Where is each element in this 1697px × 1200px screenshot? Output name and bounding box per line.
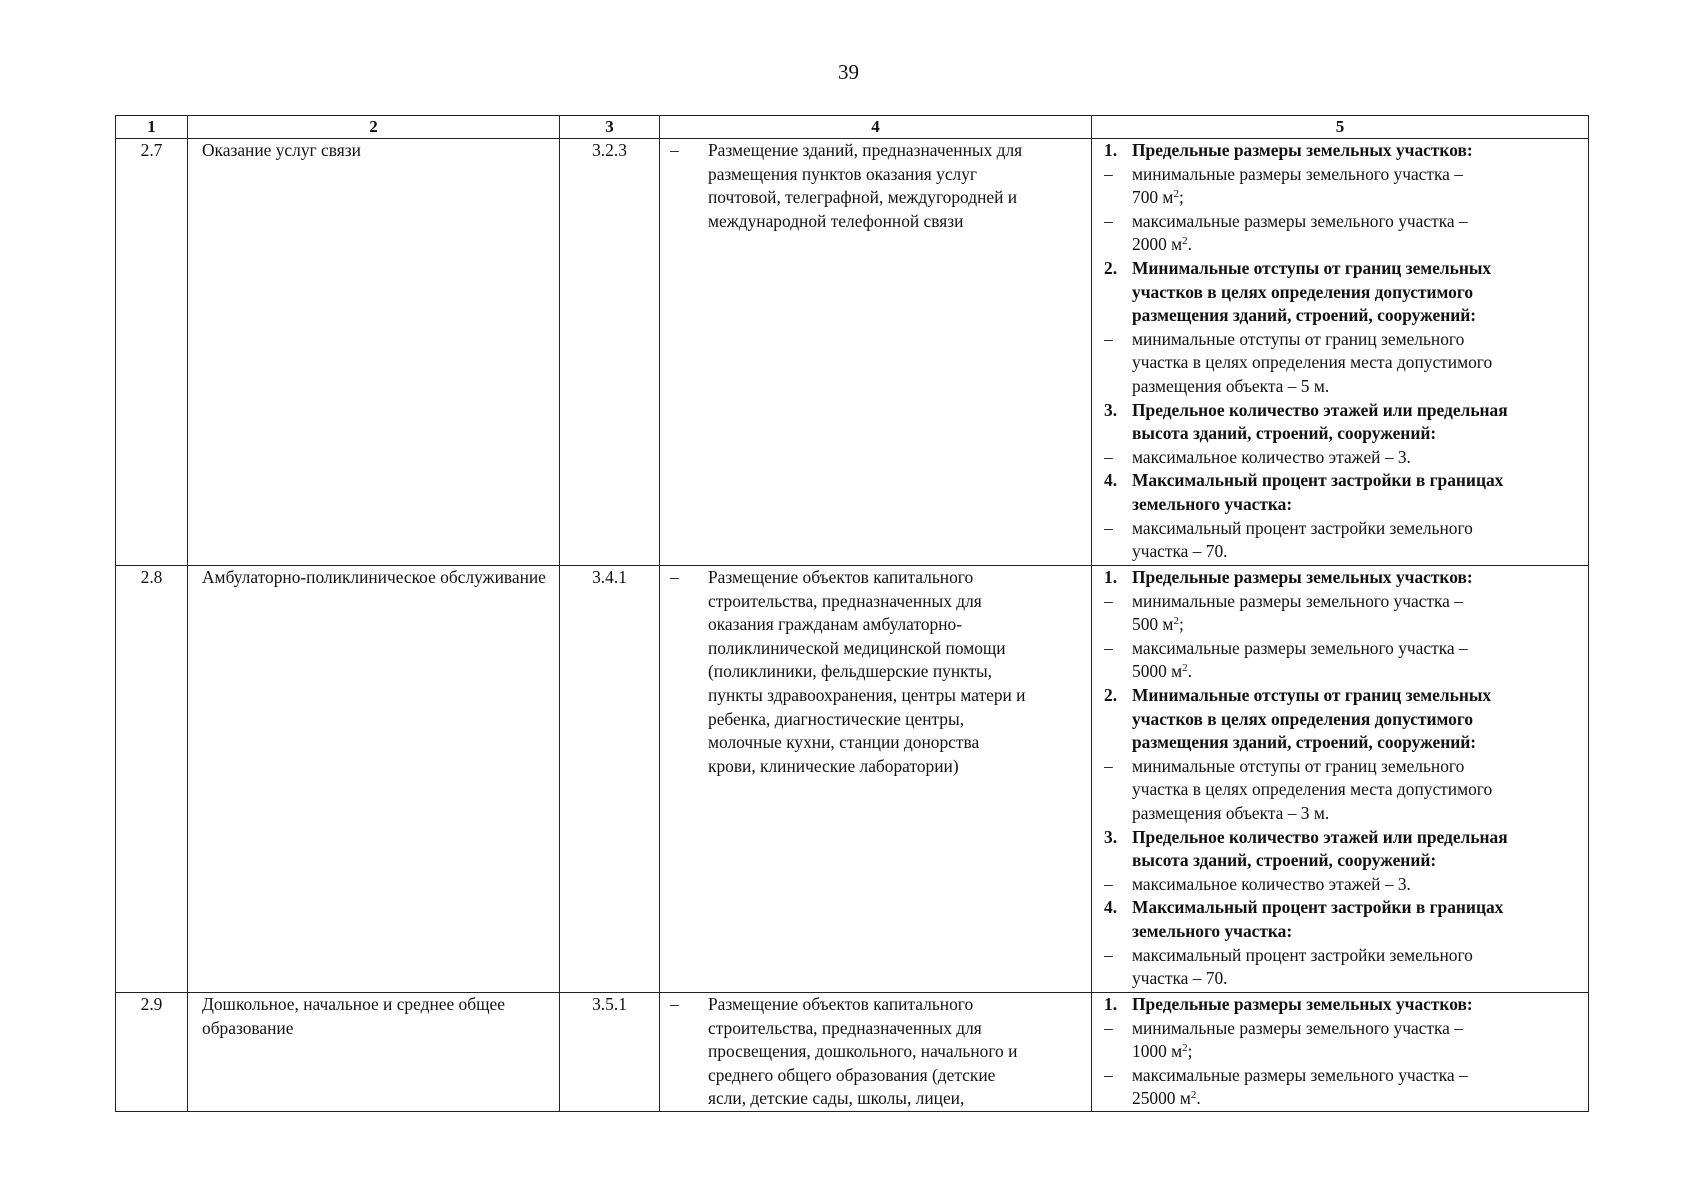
param-value-line: размещения объекта – 5 м.	[1132, 375, 1330, 396]
param-value-line: максимальные размеры земельного участка –	[1132, 210, 1468, 231]
dash-marker: –	[1104, 517, 1113, 538]
description-line: среднего общего образования (детские	[708, 1064, 996, 1085]
param-value-line: участка – 70.	[1132, 541, 1228, 562]
param-bullet	[1104, 755, 1576, 826]
param-number: 1.	[1104, 140, 1118, 160]
punctuation: .	[1187, 661, 1192, 682]
row-number: 2.9	[116, 993, 188, 1112]
use-code: 3.5.1	[560, 993, 660, 1112]
dash-marker: –	[1104, 1064, 1113, 1085]
param-number: 3.	[1104, 399, 1118, 420]
param-bullet	[1104, 873, 1576, 897]
param-value-line: 25000 м	[1132, 1088, 1191, 1109]
param-item	[1104, 469, 1576, 516]
param-number: 4.	[1104, 897, 1118, 918]
param-heading-line: Предельные размеры земельных участков:	[1132, 567, 1473, 587]
dash-marker: –	[1104, 328, 1113, 349]
param-value-line: участка в целях определения места допустимого	[1132, 352, 1493, 373]
use-code: 3.2.3	[560, 139, 660, 566]
param-heading-line: Минимальные отступы от границ земельных	[1132, 684, 1492, 705]
param-item	[1104, 993, 1576, 1017]
punctuation: ;	[1178, 187, 1184, 208]
dash-marker: –	[1104, 1017, 1113, 1038]
dash-marker: –	[670, 994, 679, 1014]
param-item	[1104, 139, 1576, 163]
param-heading-line: Минимальные отступы от границ земельных	[1132, 257, 1492, 278]
description-line: ребенка, диагностические центры,	[708, 708, 965, 729]
param-number: 4.	[1104, 470, 1118, 491]
dash-marker: –	[1104, 755, 1113, 776]
param-bullet	[1104, 944, 1576, 991]
use-code: 3.4.1	[560, 566, 660, 993]
param-bullet	[1104, 590, 1576, 637]
description-line: ясли, детские сады, школы, лицеи,	[708, 1088, 965, 1109]
param-value-line: минимальные размеры земельного участка –	[1132, 163, 1463, 184]
param-bullet	[1104, 446, 1576, 470]
param-value-line: максимальные размеры земельного участка –	[1132, 1064, 1468, 1085]
description-line: Размещение объектов капитального	[708, 567, 974, 587]
param-value-line: участка – 70.	[1132, 968, 1228, 989]
param-value-line: минимальные отступы от границ земельного	[1132, 328, 1465, 349]
row-number: 2.7	[116, 139, 188, 566]
param-value-line: максимальный процент застройки земельного	[1132, 517, 1473, 538]
param-number: 2.	[1104, 684, 1118, 705]
dash-marker: –	[1104, 637, 1113, 658]
param-bullet	[1104, 517, 1576, 564]
param-bullet	[1104, 1064, 1576, 1110]
param-value-line: минимальные размеры земельного участка –	[1132, 590, 1463, 611]
superscript: 2	[1173, 615, 1179, 628]
param-item	[1104, 399, 1576, 446]
punctuation: ;	[1187, 1041, 1193, 1062]
punctuation: .	[1187, 234, 1192, 255]
dash-marker: –	[1104, 446, 1113, 467]
superscript: 2	[1190, 1089, 1197, 1102]
param-heading-line: Предельное количество этажей или предельная	[1132, 399, 1508, 420]
param-number: 2.	[1104, 257, 1118, 278]
use-description	[660, 993, 1092, 1112]
param-value-line: 5000 м	[1132, 661, 1183, 682]
superscript: 2	[1173, 188, 1179, 201]
param-heading-line: Максимальный процент застройки в границах	[1132, 897, 1504, 918]
use-name: Оказание услуг связи	[188, 139, 560, 566]
superscript: 2	[1182, 235, 1188, 248]
param-heading-line: земельного участка:	[1132, 493, 1293, 514]
use-name: Амбулаторно-поликлиническое обслуживание	[188, 566, 560, 993]
parameters	[1092, 139, 1589, 566]
description-line: строительства, предназначенных для	[708, 590, 982, 611]
param-bullet	[1104, 163, 1576, 210]
param-item	[1104, 566, 1576, 590]
param-heading-line: участков в целях определения допустимого	[1132, 708, 1474, 729]
col-header-2: 2	[188, 116, 560, 139]
use-name: Дошкольное, начальное и среднее общее образование	[188, 993, 560, 1112]
param-heading-line: Предельные размеры земельных участков:	[1132, 994, 1473, 1014]
use-description	[660, 566, 1092, 993]
param-value-line: 2000 м	[1132, 234, 1183, 255]
param-value-line: минимальные отступы от границ земельного	[1132, 755, 1465, 776]
dash-marker: –	[1104, 210, 1113, 231]
param-heading-line: размещения зданий, строений, сооружений:	[1132, 305, 1477, 326]
param-heading-line: земельного участка:	[1132, 920, 1293, 941]
table-row	[116, 139, 1589, 566]
description-line: пункты здравоохранения, центры матери и	[708, 684, 1026, 705]
param-heading-line: Предельные размеры земельных участков:	[1132, 140, 1473, 160]
dash-marker: –	[670, 567, 679, 587]
param-value-line: максимальные размеры земельного участка –	[1132, 637, 1468, 658]
description-line: строительства, предназначенных для	[708, 1017, 982, 1038]
zoning-table	[115, 115, 1589, 1112]
dash-marker: –	[1104, 590, 1113, 611]
param-value-line: минимальные размеры земельного участка –	[1132, 1017, 1463, 1038]
table-row	[116, 993, 1589, 1112]
superscript: 2	[1182, 1042, 1188, 1055]
param-heading-line: Максимальный процент застройки в границах	[1132, 470, 1504, 491]
description-line: крови, клинические лаборатории)	[708, 755, 959, 776]
param-number: 3.	[1104, 826, 1118, 847]
description-line: поликлинической медицинской помощи	[708, 637, 1006, 658]
superscript: 2	[1182, 662, 1188, 675]
param-bullet	[1104, 328, 1576, 399]
dash-marker: –	[670, 140, 679, 160]
header-row	[116, 116, 1589, 139]
param-heading-line: размещения зданий, строений, сооружений:	[1132, 732, 1477, 753]
param-item	[1104, 257, 1576, 328]
description-line: оказания гражданам амбулаторно-	[708, 614, 962, 635]
col-header-1: 1	[116, 116, 188, 139]
description-line: Размещение зданий, предназначенных для	[708, 140, 1023, 160]
param-heading-line: высота зданий, строений, сооружений:	[1132, 850, 1437, 871]
punctuation: ;	[1178, 614, 1184, 635]
col-header-4: 4	[660, 116, 1092, 139]
use-description	[660, 139, 1092, 566]
param-value-line: 500 м	[1132, 614, 1174, 635]
param-number: 1.	[1104, 994, 1118, 1014]
param-bullet	[1104, 210, 1576, 257]
row-number: 2.8	[116, 566, 188, 993]
dash-marker: –	[1104, 873, 1113, 894]
param-value-line: 1000 м	[1132, 1041, 1183, 1062]
param-heading-line: Предельное количество этажей или предельная	[1132, 826, 1508, 847]
description-line: международной телефонной связи	[708, 210, 964, 231]
param-value-line: участка в целях определения места допустимого	[1132, 779, 1493, 800]
param-value-line: 700 м	[1132, 187, 1174, 208]
param-value-line: максимальное количество этажей – 3.	[1132, 873, 1411, 894]
dash-marker: –	[1104, 163, 1113, 184]
param-item	[1104, 896, 1576, 943]
param-bullet	[1104, 1017, 1576, 1064]
param-heading-line: высота зданий, строений, сооружений:	[1132, 423, 1437, 444]
punctuation: .	[1196, 1088, 1201, 1109]
param-value-line: максимальное количество этажей – 3.	[1132, 446, 1411, 467]
parameters	[1092, 566, 1589, 993]
page-number: 39	[838, 60, 859, 84]
param-heading-line: участков в целях определения допустимого	[1132, 281, 1474, 302]
dash-marker: –	[1104, 944, 1113, 965]
param-value-line: размещения объекта – 3 м.	[1132, 802, 1330, 823]
description-line: просвещения, дошкольного, начального и	[708, 1041, 1018, 1062]
param-bullet	[1104, 637, 1576, 684]
col-header-5: 5	[1092, 116, 1589, 139]
param-item	[1104, 826, 1576, 873]
table-row	[116, 566, 1589, 993]
param-value-line: максимальный процент застройки земельного	[1132, 944, 1473, 965]
param-item	[1104, 684, 1576, 755]
description-line: почтовой, телеграфной, междугородней и	[708, 187, 1018, 208]
param-number: 1.	[1104, 567, 1118, 587]
description-line: размещения пунктов оказания услуг	[708, 163, 978, 184]
description-line: (поликлиники, фельдшерские пункты,	[708, 661, 992, 682]
description-line: Размещение объектов капитального	[708, 994, 974, 1014]
description-line: молочные кухни, станции донорства	[708, 732, 980, 753]
col-header-3: 3	[560, 116, 660, 139]
parameters	[1092, 993, 1589, 1112]
